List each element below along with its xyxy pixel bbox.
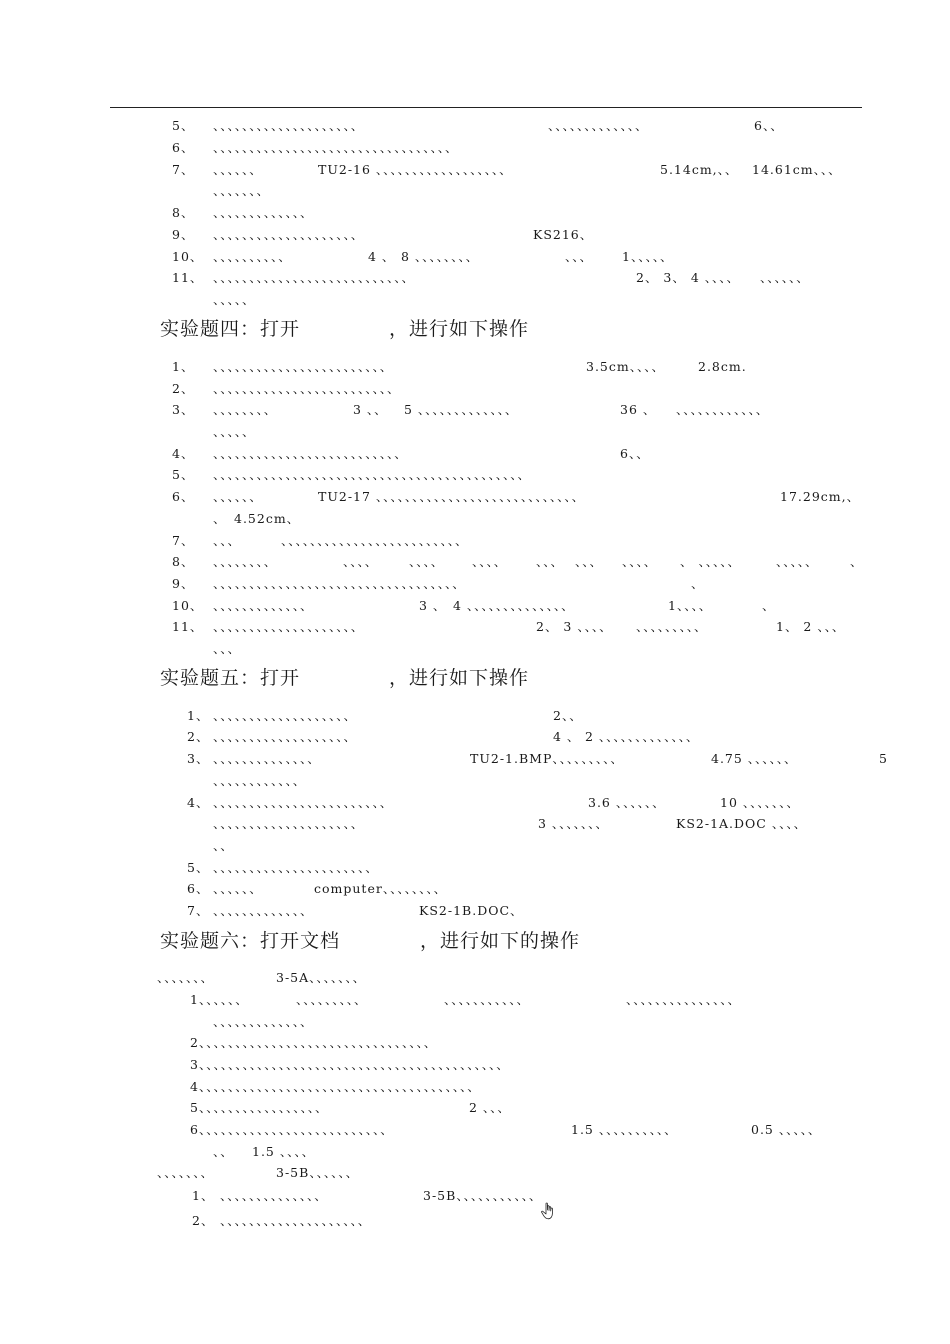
line-segment: 2、: [187, 729, 210, 744]
line-segment: 、: [691, 576, 705, 591]
line-segment: 、、、、、、、、、、、、、、、、、、、、: [213, 118, 365, 133]
line-segment: 3、、、、、、、、、、、、、、、、、、、、、、、、、、、、、、、、、、、、、、、、、、: [190, 1057, 510, 1072]
line-segment: 9、: [172, 576, 195, 591]
line-segment: 2.8cm.: [698, 359, 747, 374]
line-segment: 、、、、、、、、、、、、、: [213, 205, 314, 220]
line-segment: 6、、、、、、、、、、、、、、、、、、、、、、、、、、: [190, 1122, 394, 1137]
line-segment: computer、、、、、、、、: [314, 881, 448, 896]
line-segment: KS2-1A.DOC 、、、、: [676, 816, 808, 831]
heading-segment: ，进行如下操作: [389, 667, 530, 689]
heading-segment: 实验题四：打开: [160, 318, 301, 340]
line-segment: 、、、、、、、、、、、、、、、、、、、、: [220, 1213, 372, 1228]
hand-pointer-icon: [540, 1202, 556, 1220]
line-segment: 、、、、、、、、、、、、、、: [220, 1188, 328, 1203]
line-segment: 5、: [172, 467, 195, 482]
line-segment: TU2-1.BMP、、、、、、、、、: [470, 751, 624, 766]
line-segment: 10 、、、、、、、: [720, 795, 800, 810]
line-segment: 4.75 、、、、、、: [711, 751, 798, 766]
heading-segment: ，进行如下操作: [389, 318, 530, 340]
line-segment: 5、: [172, 118, 195, 133]
line-segment: 3.5cm、、、、: [586, 359, 665, 374]
line-segment: 、、、、、、、、、、、、、、、、、、、: [213, 729, 358, 744]
line-segment: 、、、、、、、、、、、、、、、、、、、、、、、、、、、、、、、、、、、、、、、、、、、: [213, 467, 532, 482]
line-segment: 1.5 、、、、: [252, 1144, 316, 1159]
line-segment: 、、、、、、、、、、、、: [213, 773, 307, 788]
line-segment: 、、、、、、、、、、、、、、、、、、、、、、、、: [213, 359, 394, 374]
line-segment: 、、、、、、、、、、: [213, 249, 292, 264]
line-segment: 、、、、、、、、、、、: [444, 992, 531, 1007]
line-segment: 7、: [172, 162, 195, 177]
line-segment: KS216、: [533, 227, 594, 242]
line-segment: 4、、、、、、、、、、、、、、、、、、、、、、、、、、、、、、、、、、、、、、: [190, 1079, 481, 1094]
line-segment: 、、: [213, 1144, 234, 1159]
line-segment: 6、、: [620, 446, 650, 461]
line-segment: 2 、、、: [469, 1100, 511, 1115]
line-segment: 2、、、、、、、、、、、、、、、、、、、、、、、、、、、、、、、、: [190, 1035, 438, 1050]
line-segment: 2、 3 、、、、: [536, 619, 613, 634]
line-segment: 1.5 、、、、、、、、、、: [571, 1122, 678, 1137]
line-segment: 、、、、、、、、、、、、: [676, 402, 770, 417]
line-segment: 3-5A、、、、、、、: [276, 970, 367, 985]
line-segment: 、、、、、、: [213, 489, 263, 504]
line-segment: 、、、、、、、、、、、、、、、、、、、、、、、、、、、: [213, 270, 416, 285]
line-segment: 1、: [192, 1188, 215, 1203]
line-segment: 2、: [172, 381, 195, 396]
line-segment: 、: [213, 511, 227, 526]
line-segment: 、、、、、、、: [213, 183, 271, 198]
line-segment: 、、、、、、、、、、、、、、、、、、、、、、、、、、: [213, 446, 408, 461]
line-segment: 3-5B、、、、、、、、、、、: [423, 1188, 543, 1203]
line-segment: 6、: [172, 140, 195, 155]
line-segment: 、、、、、、、、、、、、、、、、、、、、、、: [213, 860, 379, 875]
line-segment: 、、、、、、、、、、、、、、、、、、、: [213, 708, 358, 723]
line-segment: 、、、、: [343, 554, 379, 569]
line-segment: 17.29cm,、: [780, 489, 861, 504]
line-segment: 、、、、、: [776, 554, 819, 569]
line-segment: 4、: [187, 795, 210, 810]
line-segment: 、、、: [575, 554, 604, 569]
line-segment: 、、、、、、: [213, 162, 263, 177]
line-segment: 、: [762, 598, 776, 613]
line-segment: 5: [879, 751, 888, 766]
line-segment: 4、: [172, 446, 195, 461]
line-segment: 0.5 、、、、、: [751, 1122, 822, 1137]
line-segment: 11、: [172, 619, 204, 634]
line-segment: 、、、、、、、、: [213, 402, 278, 417]
line-segment: 、、、、、、、、、: [296, 992, 368, 1007]
heading-segment: ，进行如下的操作: [420, 930, 581, 952]
line-segment: 1、: [172, 359, 195, 374]
line-segment: 2、、: [553, 708, 583, 723]
line-segment: 9、: [172, 227, 195, 242]
line-segment: 6、: [172, 489, 195, 504]
line-segment: 4 、: [368, 249, 396, 264]
line-segment: 4.52cm、: [234, 511, 301, 526]
line-segment: 、、: [213, 838, 234, 853]
line-segment: 、、、、、、: [760, 270, 810, 285]
line-segment: 3、: [172, 402, 195, 417]
line-segment: KS2-1B.DOC、: [419, 903, 524, 918]
line-segment: 、、、、: [472, 554, 508, 569]
line-segment: 、、、、、、、、、、、、、: [213, 598, 314, 613]
line-segment: 5 、、、、、、、、、、、、、: [404, 402, 519, 417]
line-segment: 3、: [187, 751, 210, 766]
line-segment: 、、、、、、、、、、、、、、、、、、、、、、、、、: [281, 533, 469, 548]
line-segment: 8、: [172, 554, 195, 569]
line-segment: 、、、: [565, 249, 594, 264]
line-segment: 2 、、、、、、、、、、、、、: [585, 729, 700, 744]
line-segment: 1、: [187, 708, 210, 723]
line-segment: 4 、: [553, 729, 581, 744]
line-segment: 、、、: [213, 533, 242, 548]
line-segment: 36 、: [620, 402, 657, 417]
line-segment: 、: [850, 554, 864, 569]
line-segment: 8 、、、、、、、、: [401, 249, 480, 264]
line-segment: 1、、、、、、: [190, 992, 249, 1007]
line-segment: 、、、、、: [213, 292, 256, 307]
line-segment: 、、、、、、、、、、、、、: [548, 118, 649, 133]
line-segment: 7、: [187, 903, 210, 918]
line-segment: 、、、、、、、、、、、、、、、、、、、、、、、、: [213, 795, 394, 810]
line-segment: 、 、、、、、: [680, 554, 741, 569]
line-segment: 3 、、: [353, 402, 388, 417]
line-segment: 、、、、、、、、、、、、、、、、、、、、、、、、、、、、、、、、、: [213, 140, 459, 155]
heading-segment: 实验题五：打开: [160, 667, 301, 689]
line-segment: 、、、、、、、、、、、、、、: [213, 751, 321, 766]
line-segment: 、、、、: [409, 554, 445, 569]
line-segment: 、、、: [536, 554, 565, 569]
line-segment: 10、: [172, 598, 204, 613]
line-segment: 、、、、、、、、、、、、、、、: [626, 992, 742, 1007]
line-segment: 、、、、、、、、、、、、、、、、、、、、: [213, 619, 365, 634]
line-segment: 2、 3、 4 、、、、: [636, 270, 741, 285]
line-segment: TU2-16 、、、、、、、、、、、、、、、、、、: [318, 162, 513, 177]
line-segment: 、、、、、、、、: [213, 554, 278, 569]
line-segment: 、、、、、、、: [157, 1165, 215, 1180]
line-segment: 、、、、、、、、、、、、、、、、、、、、、、、、、、、、、、、、、、: [213, 576, 466, 591]
line-segment: 5.14cm,、、: [660, 162, 739, 177]
line-segment: 7、: [172, 533, 195, 548]
line-segment: 1、、、、、: [622, 249, 674, 264]
line-segment: 、、、: [213, 641, 242, 656]
line-segment: 、、、、: [622, 554, 658, 569]
line-segment: 8、: [172, 205, 195, 220]
line-segment: 3.6 、、、、、、: [588, 795, 666, 810]
line-segment: 、、、、、、、: [157, 970, 215, 985]
line-segment: 5、: [187, 860, 210, 875]
line-segment: 1、 2 、、、: [776, 619, 846, 634]
line-segment: 6、: [187, 881, 210, 896]
line-segment: 5、、、、、、、、、、、、、、、、、: [190, 1100, 329, 1115]
line-segment: 、、、、、、、、、、、、、: [213, 903, 314, 918]
line-segment: 11、: [172, 270, 204, 285]
line-segment: 、、、、、、、、、、、、、: [213, 1014, 314, 1029]
line-segment: 、、、、、、: [213, 881, 263, 896]
line-segment: TU2-17 、、、、、、、、、、、、、、、、、、、、、、、、、、、、: [318, 489, 586, 504]
line-segment: 、、、、、: [213, 424, 256, 439]
heading-segment: 实验题六：打开文档: [160, 930, 341, 952]
line-segment: 14.61cm、、、: [752, 162, 842, 177]
line-segment: 、、、、、、、、、、、、、、、、、、、、: [213, 227, 365, 242]
line-segment: 10、: [172, 249, 204, 264]
line-segment: 3 、、、、、、、: [538, 816, 609, 831]
line-segment: 3 、: [419, 598, 447, 613]
line-segment: 2、: [192, 1213, 215, 1228]
line-segment: 、、、、、、、、、: [636, 619, 708, 634]
line-segment: 1、、、、: [668, 598, 713, 613]
line-segment: 3-5B、、、、、、: [276, 1165, 360, 1180]
line-segment: 6、、: [754, 118, 784, 133]
line-segment: 、、、、、、、、、、、、、、、、、、、、: [213, 816, 365, 831]
line-segment: 、、、、、、、、、、、、、、、、、、、、、、、、、: [213, 381, 401, 396]
header-rule: [110, 107, 862, 108]
line-segment: 4 、、、、、、、、、、、、、、: [453, 598, 575, 613]
